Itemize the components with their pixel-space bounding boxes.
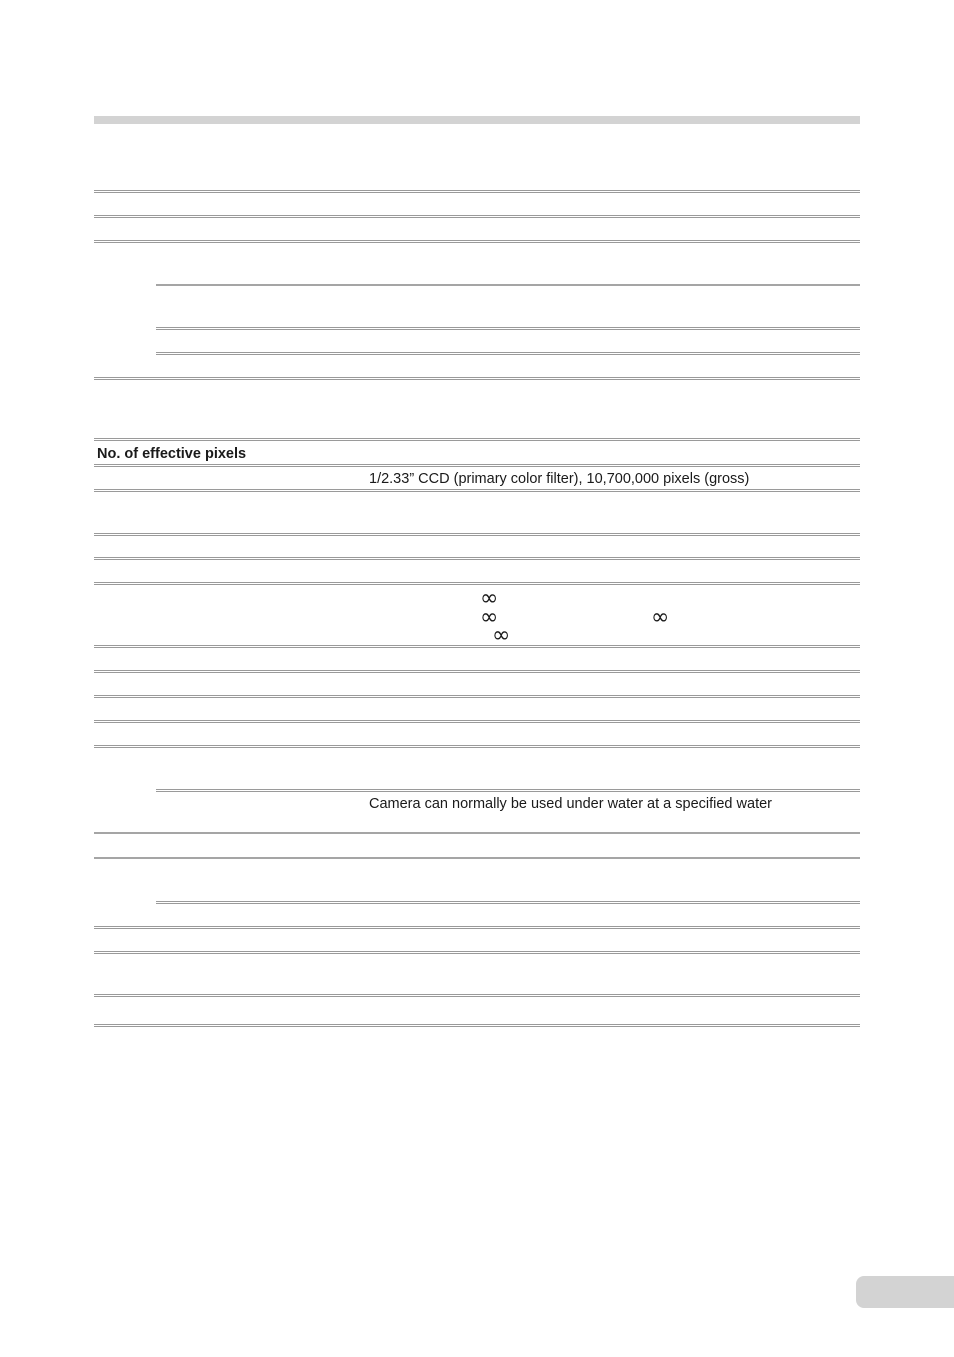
table-rule xyxy=(94,951,860,954)
table-rule xyxy=(94,857,860,860)
table-rule xyxy=(156,352,860,355)
table-rule xyxy=(94,489,860,492)
table-rule xyxy=(94,438,860,441)
table-rule xyxy=(94,645,860,648)
table-rule xyxy=(156,901,860,904)
table-rule xyxy=(94,464,860,467)
table-rule xyxy=(94,377,860,380)
table-rule xyxy=(94,533,860,536)
table-rule xyxy=(94,190,860,193)
table-rule xyxy=(94,670,860,673)
table-rule xyxy=(94,215,860,218)
table-rule xyxy=(94,240,860,243)
table-rule xyxy=(156,327,860,330)
infinity-symbol: ∞ xyxy=(651,605,670,630)
table-rule xyxy=(156,789,860,792)
waterproof-value: Camera can normally be used under water at a specified water xyxy=(369,796,772,812)
infinity-symbol: ∞ xyxy=(492,623,511,648)
section-header-bar xyxy=(94,116,860,124)
effective-pixels-label: No. of effective pixels xyxy=(97,446,247,462)
infinity-symbol: ∞ xyxy=(480,605,499,630)
table-rule xyxy=(94,832,860,835)
infinity-symbol: ∞ xyxy=(480,586,499,611)
table-rule xyxy=(94,745,860,748)
table-rule xyxy=(94,720,860,723)
page-number-tab xyxy=(856,1276,954,1308)
table-rule xyxy=(94,926,860,929)
table-rule xyxy=(94,695,860,698)
table-rule xyxy=(94,557,860,560)
table-rule xyxy=(156,284,860,287)
table-rule xyxy=(94,994,860,997)
table-rule xyxy=(94,1024,860,1027)
table-rule xyxy=(94,582,860,585)
image-pickup-value: 1/2.33” CCD (primary color filter), 10,700,000 pixels (gross) xyxy=(369,471,750,487)
